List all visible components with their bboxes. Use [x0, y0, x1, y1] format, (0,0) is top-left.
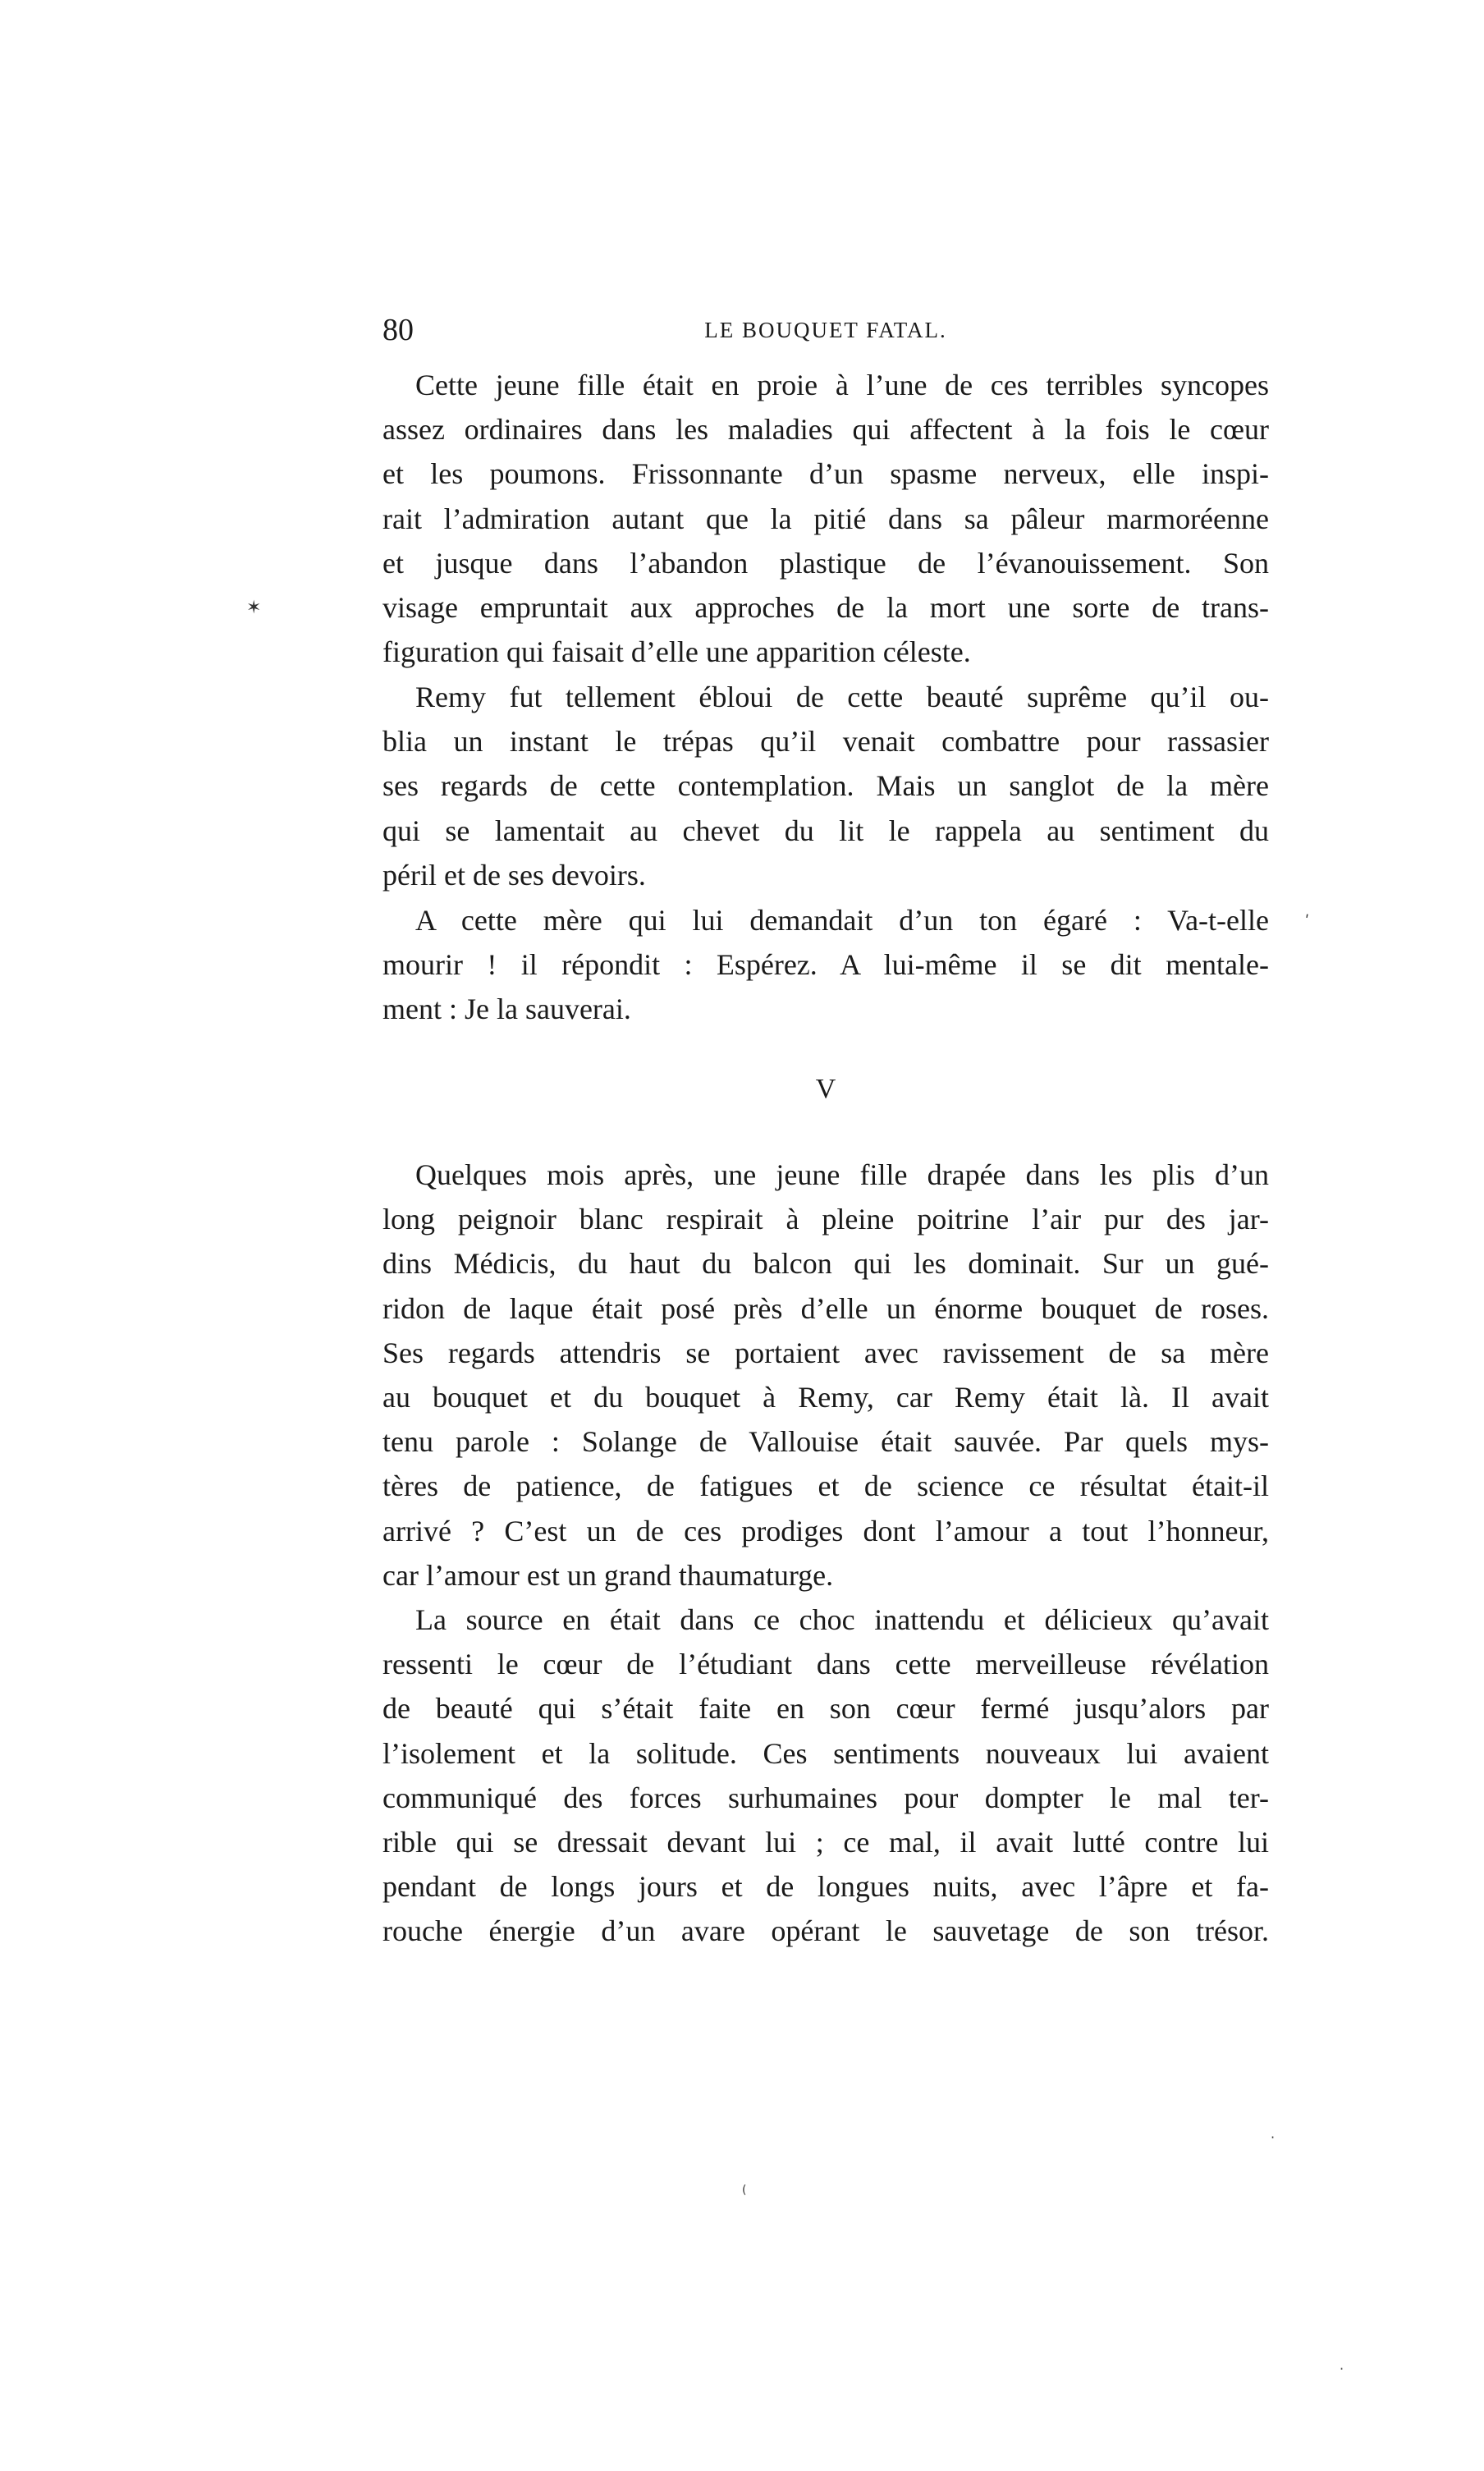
text-line: Ses regards attendris se portaient avec ravissement de sa mère: [382, 1336, 1269, 1369]
text-line: dins Médicis, du haut du balcon qui les dominait. Sur un gué-: [382, 1247, 1269, 1281]
page-header: [382, 305, 1269, 355]
text-line: ridon de laque était posé près d’elle un énorme bouquet de roses.: [382, 1291, 1269, 1325]
scan-mark: ✶: [246, 598, 262, 618]
text-line: tères de patience, de fatigues et de science ce résultat était-il: [382, 1469, 1269, 1503]
paragraph-3: [382, 898, 1269, 1032]
text-line: figuration qui faisait d’elle une apparition céleste.: [382, 635, 971, 669]
text-line: communiqué des forces surhumaines pour dompter le mal ter-: [382, 1781, 1269, 1814]
text-line: A cette mère qui lui demandait d’un ton égaré : Va-t-elle: [415, 904, 1269, 937]
text-line: blia un instant le trépas qu’il venait combattre pour rassasier: [382, 725, 1269, 759]
text-line: péril et de ses devoirs.: [382, 858, 646, 892]
paragraph-5: [382, 1598, 1269, 1954]
scan-mark: (: [742, 2184, 747, 2197]
text-line: tenu parole : Solange de Vallouise était sauvée. Par quels mys-: [382, 1425, 1269, 1459]
text-line: rouche énergie d’un avare opérant le sauvetage de son trésor.: [382, 1914, 1269, 1948]
text-line: l’isolement et la solitude. Ces sentiments nouveaux lui avaient: [382, 1736, 1269, 1770]
text-line: rait l’admiration autant que la pitié dans sa pâleur marmoréenne: [382, 502, 1269, 535]
text-line: Cette jeune fille était en proie à l’une de ces terribles syncopes: [415, 369, 1269, 401]
text-line: La source en était dans ce choc inattendu et délicieux qu’avait: [415, 1603, 1269, 1636]
text-line: long peignoir blanc respirait à pleine poitrine l’air pur des jar-: [382, 1203, 1269, 1236]
page-number: 80: [382, 313, 414, 347]
text-line: assez ordinaires dans les maladies qui affectent à la fois le cœur: [382, 413, 1269, 447]
section-heading: V: [815, 1074, 836, 1104]
running-head: LE BOUQUET FATAL.: [704, 318, 947, 342]
text-line: ment : Je la sauverai.: [382, 993, 631, 1026]
text-line: Remy fut tellement ébloui de cette beauté suprême qu’il ou-: [415, 681, 1269, 713]
text-line: ressenti le cœur de l’étudiant dans cette merveilleuse révélation: [382, 1648, 1269, 1681]
text-line: rible qui se dressait devant lui ; ce mal, il avait lutté contre lui: [382, 1825, 1269, 1859]
text-line: arrivé ? C’est un de ces prodiges dont l’amour a tout l’honneur,: [382, 1514, 1269, 1547]
text-line: visage empruntait aux approches de la mort une sorte de trans-: [382, 590, 1269, 624]
text-line: Quelques mois après, une jeune fille drapée dans les plis d’un: [415, 1158, 1269, 1191]
text-line: au bouquet et du bouquet à Remy, car Remy était là. Il avait: [382, 1380, 1269, 1414]
text-line: mourir ! il répondit : Espérez. A lui-même il se dit mentale-: [382, 948, 1269, 982]
text-line: et les poumons. Frissonnante d’un spasme nerveux, elle inspi-: [382, 457, 1269, 491]
text-line: pendant de longs jours et de longues nuits, avec l’âpre et fa-: [382, 1870, 1269, 1904]
scan-mark: ·: [1340, 2361, 1344, 2377]
paragraph-1: [382, 363, 1269, 674]
scan-mark: ·: [1271, 2129, 1276, 2145]
text-line: car l’amour est un grand thaumaturge.: [382, 1558, 834, 1592]
text-line: ses regards de cette contemplation. Mais un sanglot de la mère: [382, 769, 1269, 803]
scan-mark: ʹ: [1305, 913, 1310, 930]
text-line: et jusque dans l’abandon plastique de l’évanouissement. Son: [382, 546, 1269, 580]
text-line: qui se lamentait au chevet du lit le rappela au sentiment du: [382, 814, 1269, 847]
text-line: de beauté qui s’était faite en son cœur fermé jusqu’alors par: [382, 1692, 1269, 1726]
paragraph-2: [382, 675, 1269, 897]
paragraph-4: [382, 1153, 1269, 1598]
